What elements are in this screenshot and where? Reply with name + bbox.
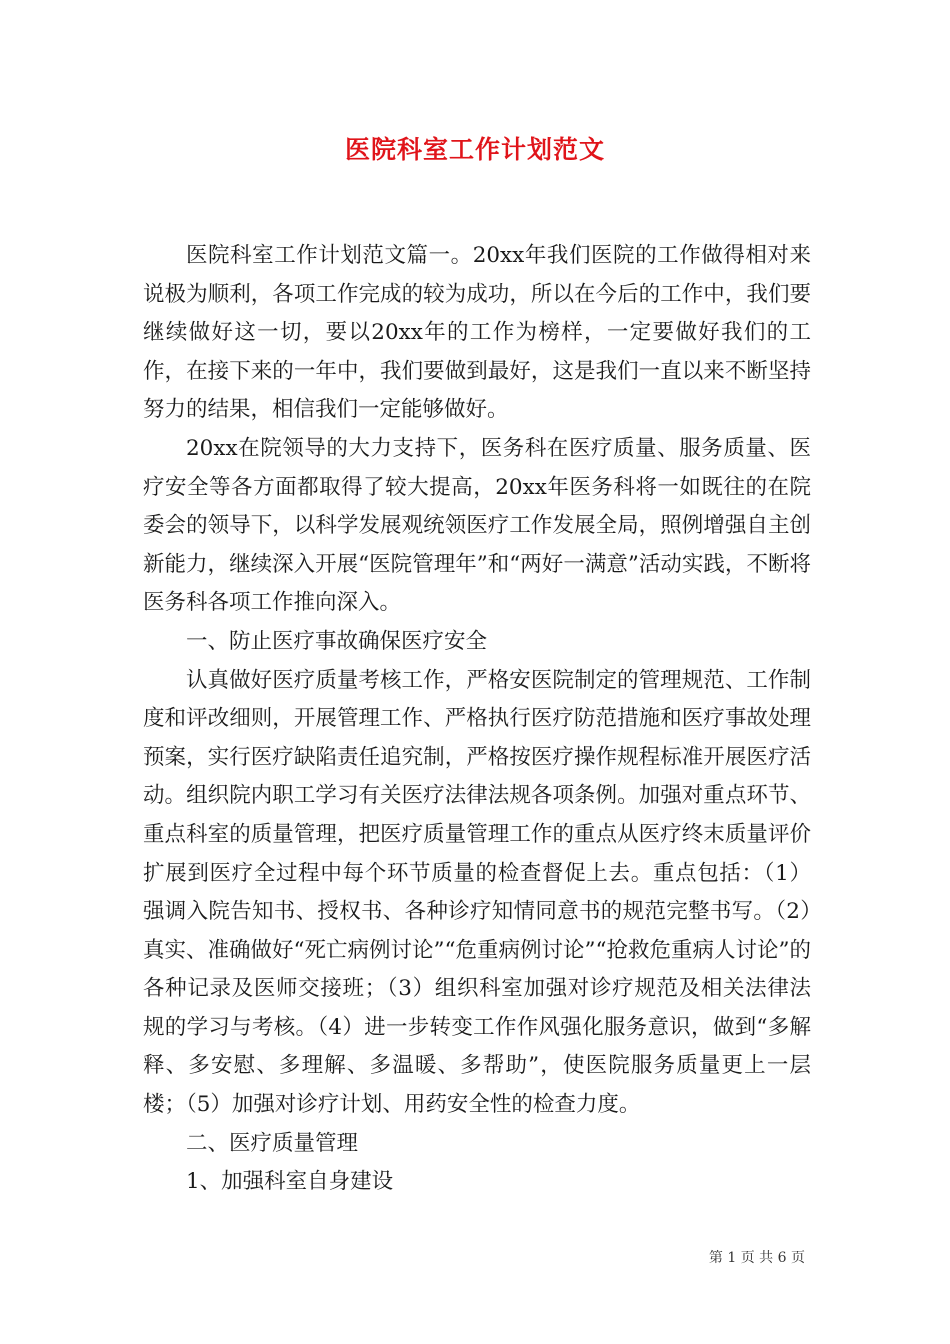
paragraph-summary: 20xx在院领导的大力支持下，医务科在医疗质量、服务质量、医疗安全等各方面都取得了较大提高，20xx年医务科将一如既往的在院委会的领导下，以科学发展观统领医疗工作发展全局，照例增强自主创新能力，继续深入开展“医院管理年”和“两好一满意”活动实践，不断将医务科各项工作推向深入。	[143, 435, 811, 616]
paragraph-safety: 认真做好医疗质量考核工作，严格安医院制定的管理规范、工作制度和评改细则，开展管理工作、严格执行医疗防范措施和医疗事故处理预案，实行医疗缺陷责任追究制，严格按医疗操作规程标准开展医疗活动。组织院内职工学习有关医疗法律法规各项条例。加强对重点环节、重点科室的质量管理，把医疗质量管理工作的重点从医疗终末质量评价扩展到医疗全过程中每个环节质量的检查督促上去。重点包括：（1）强调入院告知书、授权书、各种诊疗知情同意书的规范完整书写。（2）真实、准确做好“死亡病例讨论”“危重病例讨论”“抢救危重病人讨论”的各种记录及医师交接班；（3）组织科室加强对诊疗规范及相关法律法规的学习与考核。（4）进一步转变工作作风强化服务意识，做到“多解释、多安慰、多理解、多温暖、多帮助”，使医院服务质量更上一层楼；（5）加强对诊疗计划、用药安全性的检查力度。	[143, 667, 811, 1118]
paragraph-intro: 医院科室工作计划范文篇一。20xx年我们医院的工作做得相对来说极为顺利，各项工作完成的较为成功，所以在今后的工作中，我们要继续做好这一切，要以20xx年的工作为榜样，一定要做好我们的工作，在接下来的一年中，我们要做到最好，这是我们一直以来不断坚持努力的结果，相信我们一定能够做好。	[143, 243, 811, 423]
document-body	[143, 237, 811, 1202]
document-title: 医院科室工作计划范文	[344, 135, 605, 164]
page-number: 第 1 页 共 6 页	[708, 1250, 805, 1266]
section-heading-2: 二、医疗质量管理	[186, 1130, 359, 1156]
section-heading-1: 一、防止医疗事故确保医疗安全	[186, 628, 488, 654]
subsection-heading-1: 1、加强科室自身建设	[186, 1169, 394, 1195]
